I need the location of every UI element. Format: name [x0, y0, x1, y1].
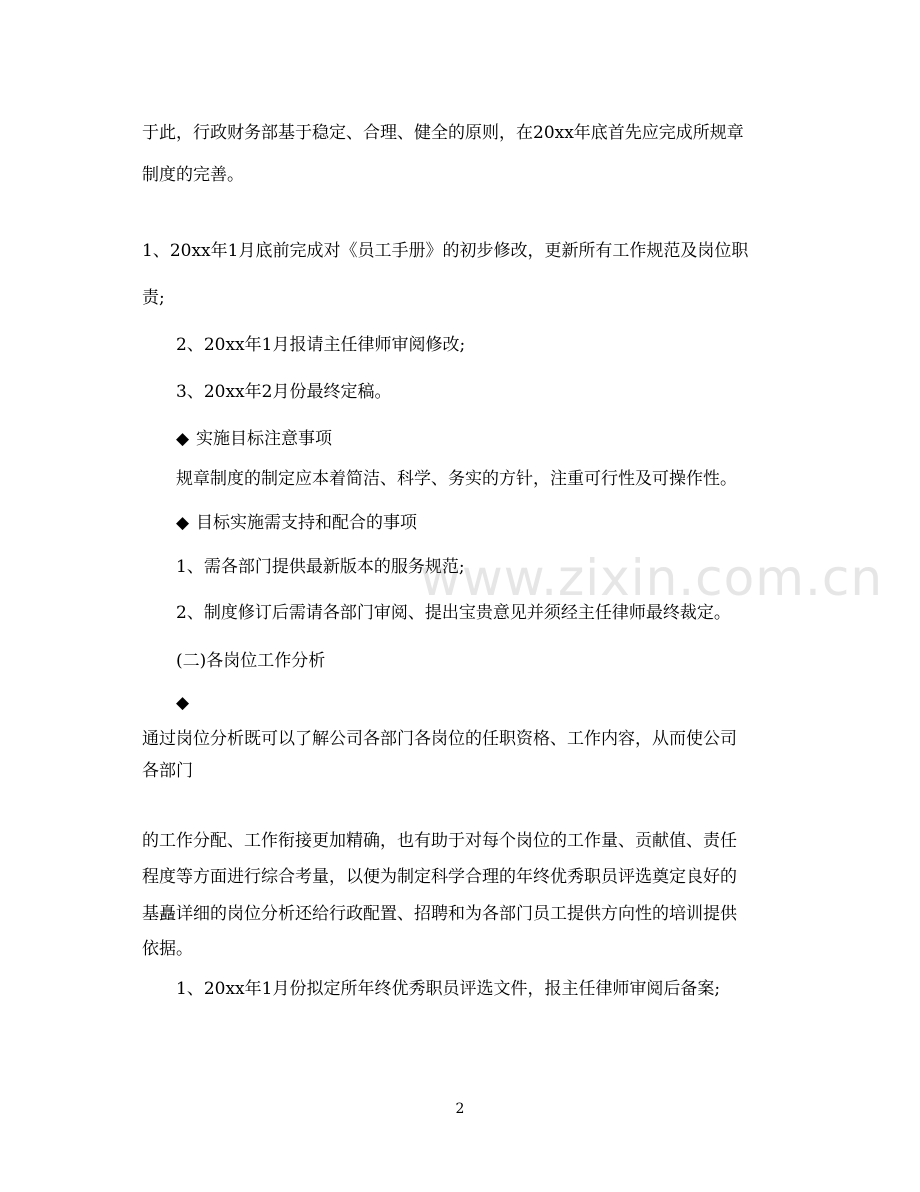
section-heading: (二)各岗位工作分析 — [176, 651, 326, 671]
page-number: 2 — [455, 1101, 465, 1117]
bullet-heading — [176, 428, 332, 450]
paragraph-line: 于此，行政财务部基于稳定、合理、健全的原则，在20xx年底首先应完成所规章 — [142, 123, 744, 143]
diamond-bullet-icon: ◆ — [176, 429, 190, 449]
paragraph-line: 制度的完善。 — [142, 165, 244, 185]
list-item-continuation: 责; — [142, 288, 165, 308]
paragraph-line: 依据。 — [142, 939, 193, 959]
bullet-heading-text: 目标实施需支持和配合的事项 — [196, 513, 417, 533]
bullet-heading-text: 实施目标注意事项 — [196, 429, 332, 449]
list-item: 1、20xx年1月底前完成对《员工手册》的初步修改，更新所有工作规范及岗位职 — [142, 241, 749, 261]
list-item: 1、20xx年1月份拟定所年终优秀职员评选文件，报主任律师审阅后备案; — [176, 979, 721, 999]
paragraph-line: 基矗详细的岗位分析还给行政配置、招聘和为各部门员工提供方向性的培训提供 — [142, 904, 737, 924]
bullet-heading — [176, 512, 417, 534]
list-item: 2、制度修订后需请各部门审阅、提出宝贵意见并须经主任律师最终裁定。 — [176, 603, 731, 623]
list-item: 3、20xx年2月份最终定稿。 — [176, 382, 392, 402]
paragraph-line: 通过岗位分析既可以了解公司各部门各岗位的任职资格、工作内容，从而使公司 — [142, 729, 737, 749]
paragraph-line: 的工作分配、工作衔接更加精确，也有助于对每个岗位的工作量、贡献值、责任 — [142, 831, 737, 851]
paragraph-line: 规章制度的制定应本着简洁、科学、务实的方针，注重可行性及可操作性。 — [176, 469, 737, 489]
list-item: 1、需各部门提供最新版本的服务规范; — [176, 557, 465, 577]
diamond-bullet-icon: ◆ — [176, 693, 190, 713]
watermark: www.zixin.com.cn — [420, 549, 884, 607]
diamond-bullet-icon: ◆ — [176, 513, 190, 533]
list-item: 2、20xx年1月报请主任律师审阅修改; — [176, 335, 466, 355]
paragraph-line: 各部门 — [142, 761, 193, 781]
paragraph-line: 程度等方面进行综合考量，以便为制定科学合理的年终优秀职员评选奠定良好的 — [142, 867, 737, 887]
